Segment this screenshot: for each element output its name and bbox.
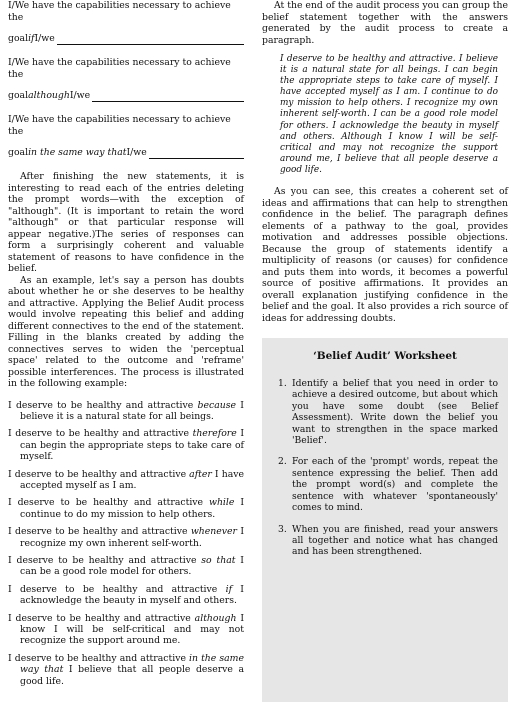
example-item: I deserve to be healthy and attractive whenever I recognize my own inherent self-worth. <box>8 526 244 549</box>
step-text: Identify a belief that you need in order to achieve a desired outcome, but about which you have some doubt (see Belief Assessment). Write down the belief you want to strengthen in the space marked 'Belief'. <box>292 378 498 447</box>
fill-in-prefix: goal <box>8 147 29 158</box>
left-column <box>8 0 244 693</box>
example-item: I deserve to be healthy and attractive because I believe it is a natural state for all beings. <box>8 399 244 422</box>
body-paragraph: After finishing the new statements, it is interesting to read each of the entries deleting the prompt words—with the exception of "although". (It is important to retain the word "although" or that particular response will appear negative.)The series of responses can form a surprisingly coherent and valuable statement of reasons to have confidence in the belief. <box>8 171 244 274</box>
step-number: 3. <box>278 523 287 535</box>
example-item: I deserve to be healthy and attractive therefore I can begin the appropriate steps to take care of myself. <box>8 428 244 463</box>
fill-in-blank[interactable] <box>92 92 244 102</box>
example-item: I deserve to be healthy and attractive after I have accepted myself as I am. <box>8 468 244 491</box>
fill-in-suffix: I/we <box>126 147 147 158</box>
example-item: I deserve to be healthy and attractive in the same way that I believe that all people deserve a good life. <box>8 652 245 687</box>
worksheet-step <box>278 378 498 446</box>
worksheet-title: ‘Belief Audit’ Worksheet <box>313 350 457 363</box>
fill-in-line: I/We have the capabilities necessary to achieve the <box>8 114 231 137</box>
fill-in-statement <box>8 0 244 45</box>
right-column <box>262 0 508 702</box>
fill-in-suffix: I/we <box>69 90 91 101</box>
fill-in-line: I/We have the capabilities necessary to achieve the <box>8 0 231 23</box>
worksheet-step <box>278 456 498 513</box>
worksheet-step <box>278 524 498 558</box>
example-paragraph-quote: I deserve to be healthy and attractive. I believe it is a natural state for all beings. I can begin the appropriate steps to take care of myself. I have accepted myself as I am. I continue to do my mission to help others. I recognize my own inherent self-worth. I can be a good role model for others. I acknowledge the beauty in myself and others. Although I know I will be self-critical and may not recognize the support around me, I believe that all people deserve a good life. <box>280 54 498 175</box>
example-item: I deserve to be healthy and attractive while I continue to do my mission to help others. <box>8 497 244 520</box>
fill-in-blank[interactable] <box>57 35 244 45</box>
step-number: 1. <box>278 378 287 390</box>
body-paragraph: At the end of the audit process you can group the belief statement together with the answers generated by the audit process to create a paragraph. <box>262 0 508 46</box>
fill-in-connective: if <box>28 33 35 44</box>
example-list <box>8 400 244 688</box>
fill-in-connective: in the same way that <box>28 147 127 158</box>
example-item: I deserve to be healthy and attractive so that I can be a good role model for others. <box>8 554 244 578</box>
step-text: When you are finished, read your answers all together and notice what has changed and has been strengthened. <box>292 523 498 558</box>
belief-audit-worksheet <box>262 338 508 702</box>
example-item: I deserve to be healthy and attractive if I acknowledge the beauty in myself and others. <box>8 583 244 607</box>
fill-in-prefix: goal <box>8 90 29 101</box>
body-paragraph: As you can see, this creates a coherent set of ideas and affirmations that can help to strengthen confidence in the belief. The paragraph defines elements of a pathway to the goal, provides motivation and addresses possible objections. Because the group of statements identify a multiplicity of reasons (or causes) for confidence and puts them into words, it becomes a powerful source of positive affirmations. It provides an overall explanation justifying confidence in the belief and the goal. It also provides a rich source of ideas for addressing doubts. <box>262 186 508 324</box>
fill-in-blank[interactable] <box>149 149 244 159</box>
fill-in-line: I/We have the capabilities necessary to achieve the <box>8 57 231 80</box>
fill-in-suffix: I/we <box>34 33 55 44</box>
fill-in-prefix: goal <box>8 33 29 44</box>
body-paragraph: As an example, let's say a person has doubts about whether he or she deserves to be healthy and attractive. Applying the Belief Audit process would involve repeating this belief and adding different connectives to the end of the statement. Filling in the blanks created by adding the connectives serves to widen the 'perceptual space' related to the outcome and 'reframe' possible interferences. The process is illustrated in the following example: <box>8 274 244 389</box>
step-text: For each of the 'prompt' words, repeat the sentence expressing the belief. Then add the prompt word(s) and complete the sentence with whatever 'spontaneously' comes to mind. <box>292 456 498 514</box>
fill-in-statement <box>8 114 244 159</box>
fill-in-statement <box>8 57 244 102</box>
fill-in-connective: although <box>28 90 70 101</box>
step-number: 2. <box>278 456 287 468</box>
example-item: I deserve to be healthy and attractive although I know I will be self-critical and may not recognize the support around me. <box>8 612 244 647</box>
